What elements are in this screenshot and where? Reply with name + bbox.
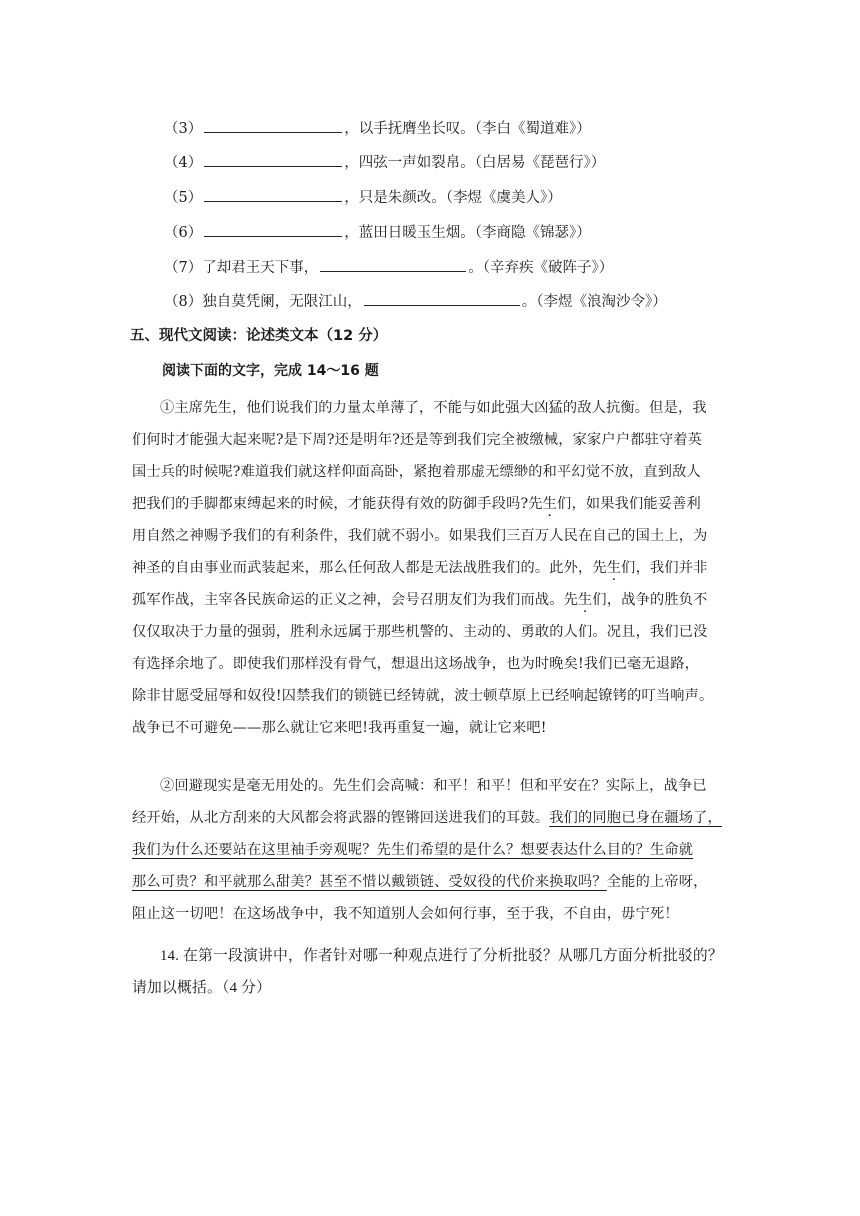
answer-blank[interactable]: [364, 290, 520, 306]
answer-blank[interactable]: [204, 151, 342, 167]
para2-line-2: 经开始，从北方刮来的大风都会将武器的铿锵回送进我们的耳鼓。我们的同胞已身在疆场了，: [132, 810, 722, 826]
para1-line-4: 把我们的手脚都束缚起来的时候，才能获得有效的防御手段吗?先生们，如果我们能妥善利: [132, 496, 701, 512]
emphasized-word: 先生们: [528, 496, 572, 512]
para1-line-7: 孤军作战，主宰各民族命运的正义之神，会号召朋友们为我们而战。先生们，战争的胜负不: [132, 592, 708, 608]
answer-blank[interactable]: [320, 256, 466, 272]
fill-item-3: （3） ，以手抚膺坐长叹。（李白《蜀道难》）: [164, 117, 591, 139]
fill-item-4: （4） ，四弦一声如裂帛。（白居易《琵琶行》）: [164, 151, 605, 173]
answer-blank[interactable]: [204, 117, 342, 133]
question-14: 14. 在第一段演讲中，作者针对哪一种观点进行了分析批驳？从哪几方面分析批驳的？ 请加以概括。（4 分）: [132, 948, 723, 996]
underlined-text: 那么可贵？和平就那么甜美？甚至不惜以戴锁链、受奴役的代价来换取吗？: [132, 874, 607, 890]
fill-item-7: （7）了却君王天下事， 。（辛弃疾《破阵子》）: [164, 256, 613, 278]
emphasized-word: 先生们: [563, 592, 607, 608]
underlined-text: 我们为什么还要站在这里袖手旁观呢？先生们希望的是什么？想要表达什么目的？生命就: [132, 842, 694, 858]
reading-instruction: 阅读下面的文字，完成 14～16 题: [162, 363, 379, 379]
fill-item-8: （8）独自莫凭阑，无限江山， 。（李煜《浪淘沙令》）: [164, 290, 667, 312]
underlined-text: 我们的同胞已身在疆场了，: [549, 810, 722, 826]
paragraph-2: ②回避现实是毫无用处的。先生们会高喊：和平！和平！但和平安在？实际上，战争已 经开始，从北方刮来的大风都会将武器的铿锵回送进我们的耳鼓。我们的同胞已身在疆场了， 我们为什么还要站在这里袖手旁观呢？先生们希望的是什么？想要表达什么目的？生命就 那么可贵？和平就那么甜美？甚至不惜以戴锁链、受奴役的代价来换取吗？全能的上帝呀， 阻止这一切吧！在这场战争中，我不知道别人会如何行事，至于我，不自由，毋宁死！: [132, 770, 732, 930]
fill-item-6: （6） ，蓝田日暖玉生烟。（李商隐《锦瑟》）: [164, 221, 591, 243]
para1-line-6: 神圣的自由事业而武装起来，那么任何敌人都是无法战胜我们的。此外，先生们，我们并非: [132, 560, 708, 576]
answer-blank[interactable]: [204, 186, 342, 202]
para2-line-4: 那么可贵？和平就那么甜美？甚至不惜以戴锁链、受奴役的代价来换取吗？全能的上帝呀，: [132, 874, 708, 890]
fill-item-5: （5） ，只是朱颜改。（李煜《虞美人》）: [164, 186, 562, 208]
paragraph-1: ①主席先生，他们说我们的力量太单薄了，不能与如此强大凶猛的敌人抗衡。但是，我 们何时才能强大起来呢?是下周?还是明年?还是等到我们完全被缴械，家家户户都驻守着英 国士兵的时候呢?难道我们就这样仰面高卧，紧抱着那虚无缥缈的和平幻觉不放，直到敌人 把我们的手脚都束缚起来的时候，才能获得有效的防御手段吗?先生们，如果我们能妥善利 用自然之神赐予我们的有利条件，我们就不弱小。如果我们三百万人民在自己的国土上，为 神圣的自由事业而武装起来，那么任何敌人都是无法战胜我们的。此外，先生们，我们并非 孤军作战，主宰各民族命运的正义之神，会号召朋友们为我们而战。先生们，战争的胜负不 仅仅取决于力量的强弱，胜利永远属于那些机警的、主动的、勇敢的人们。况且，我们已没 有选择余地了。即使我们那样没有骨气，想退出这场战争，也为时晚矣!我们已毫无退路， 除非甘愿受屈辱和奴役!囚禁我们的锁链已经铸就，波士顿草原上已经响起镣铐的叮当响声。 战争已不可避免——那么就让它来吧!我再重复一遍，就让它来吧!: [132, 392, 732, 744]
emphasized-word: 先生们: [592, 560, 636, 576]
answer-blank[interactable]: [204, 221, 342, 237]
section-title: 五、现代文阅读：论述类文本（12 分）: [130, 328, 388, 344]
